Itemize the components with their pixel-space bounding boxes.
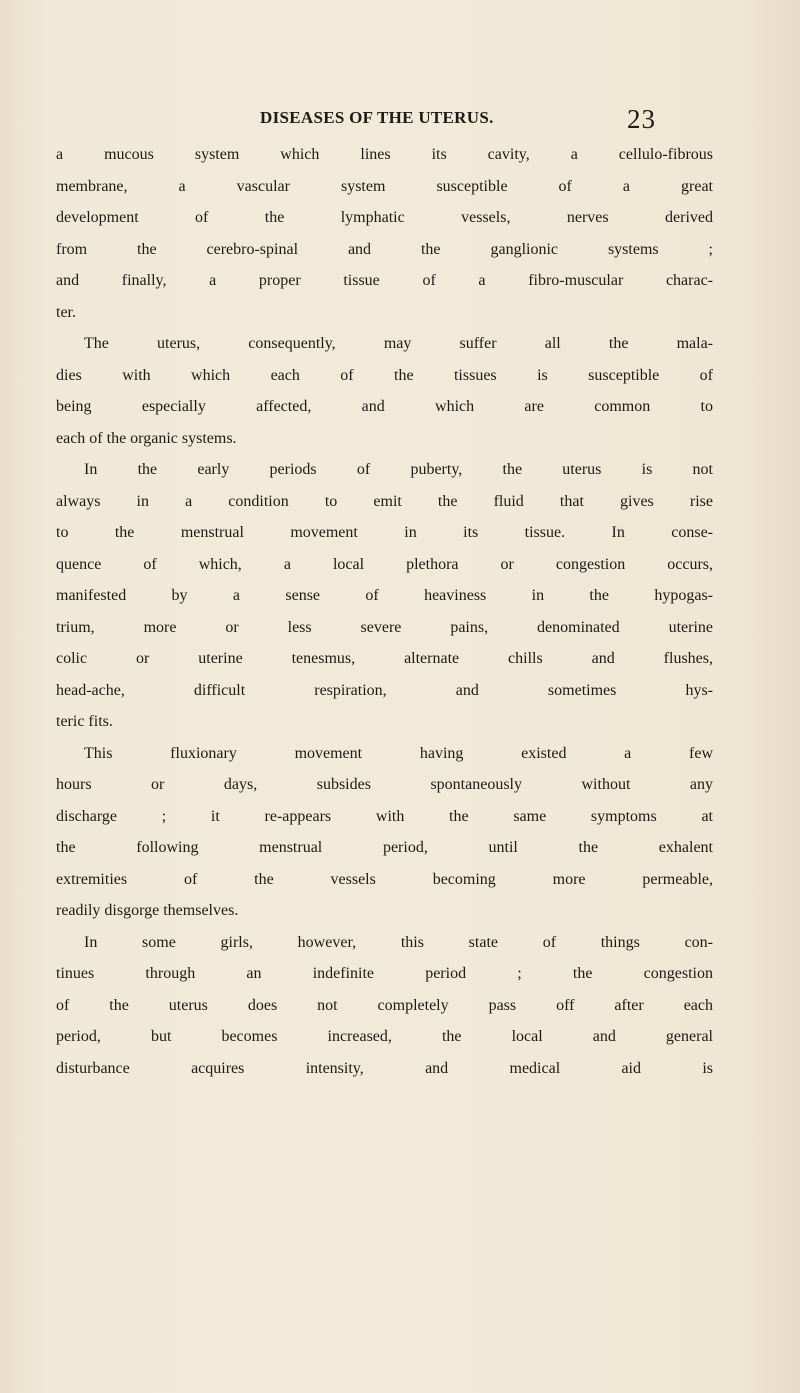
text-line: discharge ; it re-appears with the same symptoms at — [56, 807, 713, 825]
text-line: The uterus, consequently, may suffer all the mala- — [84, 335, 713, 352]
text-line: In the early periods of puberty, the uterus is not — [84, 461, 713, 478]
text-line: each of the organic systems. — [56, 429, 237, 447]
text-line: hours or days, subsides spontaneously without any — [56, 776, 713, 793]
text-line: ter. — [56, 303, 76, 321]
text-line: quence of which, a local plethora or congestion occurs, — [56, 555, 713, 573]
text-line: and finally, a proper tissue of a fibro-muscular charac- — [56, 272, 713, 289]
text-line: always in a condition to emit the fluid that gives rise — [56, 492, 713, 510]
text-line: of the uterus does not completely pass off after each — [56, 996, 713, 1014]
text-line: to the menstrual movement in its tissue. In conse- — [56, 524, 713, 541]
text-line: the following menstrual period, until the exhalent — [56, 839, 713, 856]
text-line: tinues through an indefinite period ; the congestion — [56, 965, 713, 982]
text-line: disturbance acquires intensity, and medical aid is — [56, 1059, 713, 1077]
text-line: period, but becomes increased, the local and general — [56, 1028, 713, 1045]
text-line: membrane, a vascular system susceptible of a great — [56, 177, 713, 195]
text-line: extremities of the vessels becoming more permeable, — [56, 870, 713, 888]
page-number: 23 — [627, 104, 656, 134]
text-line: a mucous system which lines its cavity, a cellulo-fibrous — [56, 146, 713, 163]
text-line: being especially affected, and which are common to — [56, 398, 713, 415]
body-text — [56, 146, 713, 1091]
text-line: In some girls, however, this state of things con- — [84, 933, 713, 951]
text-line: development of the lymphatic vessels, nerves derived — [56, 209, 713, 226]
running-head: DISEASES OF THE UTERUS. — [260, 108, 494, 127]
page-header — [0, 104, 800, 144]
text-line: trium, more or less severe pains, denominated uterine — [56, 618, 713, 636]
text-line: dies with which each of the tissues is susceptible of — [56, 366, 713, 384]
text-line: manifested by a sense of heaviness in the hypogas- — [56, 587, 713, 604]
text-line: This fluxionary movement having existed a few — [84, 744, 713, 762]
text-line: teric fits. — [56, 713, 113, 730]
text-line: from the cerebro-spinal and the ganglionic systems ; — [56, 240, 713, 258]
text-line: head-ache, difficult respiration, and sometimes hys- — [56, 681, 713, 699]
text-line: readily disgorge themselves. — [56, 902, 239, 919]
text-line: colic or uterine tenesmus, alternate chills and flushes, — [56, 650, 713, 667]
